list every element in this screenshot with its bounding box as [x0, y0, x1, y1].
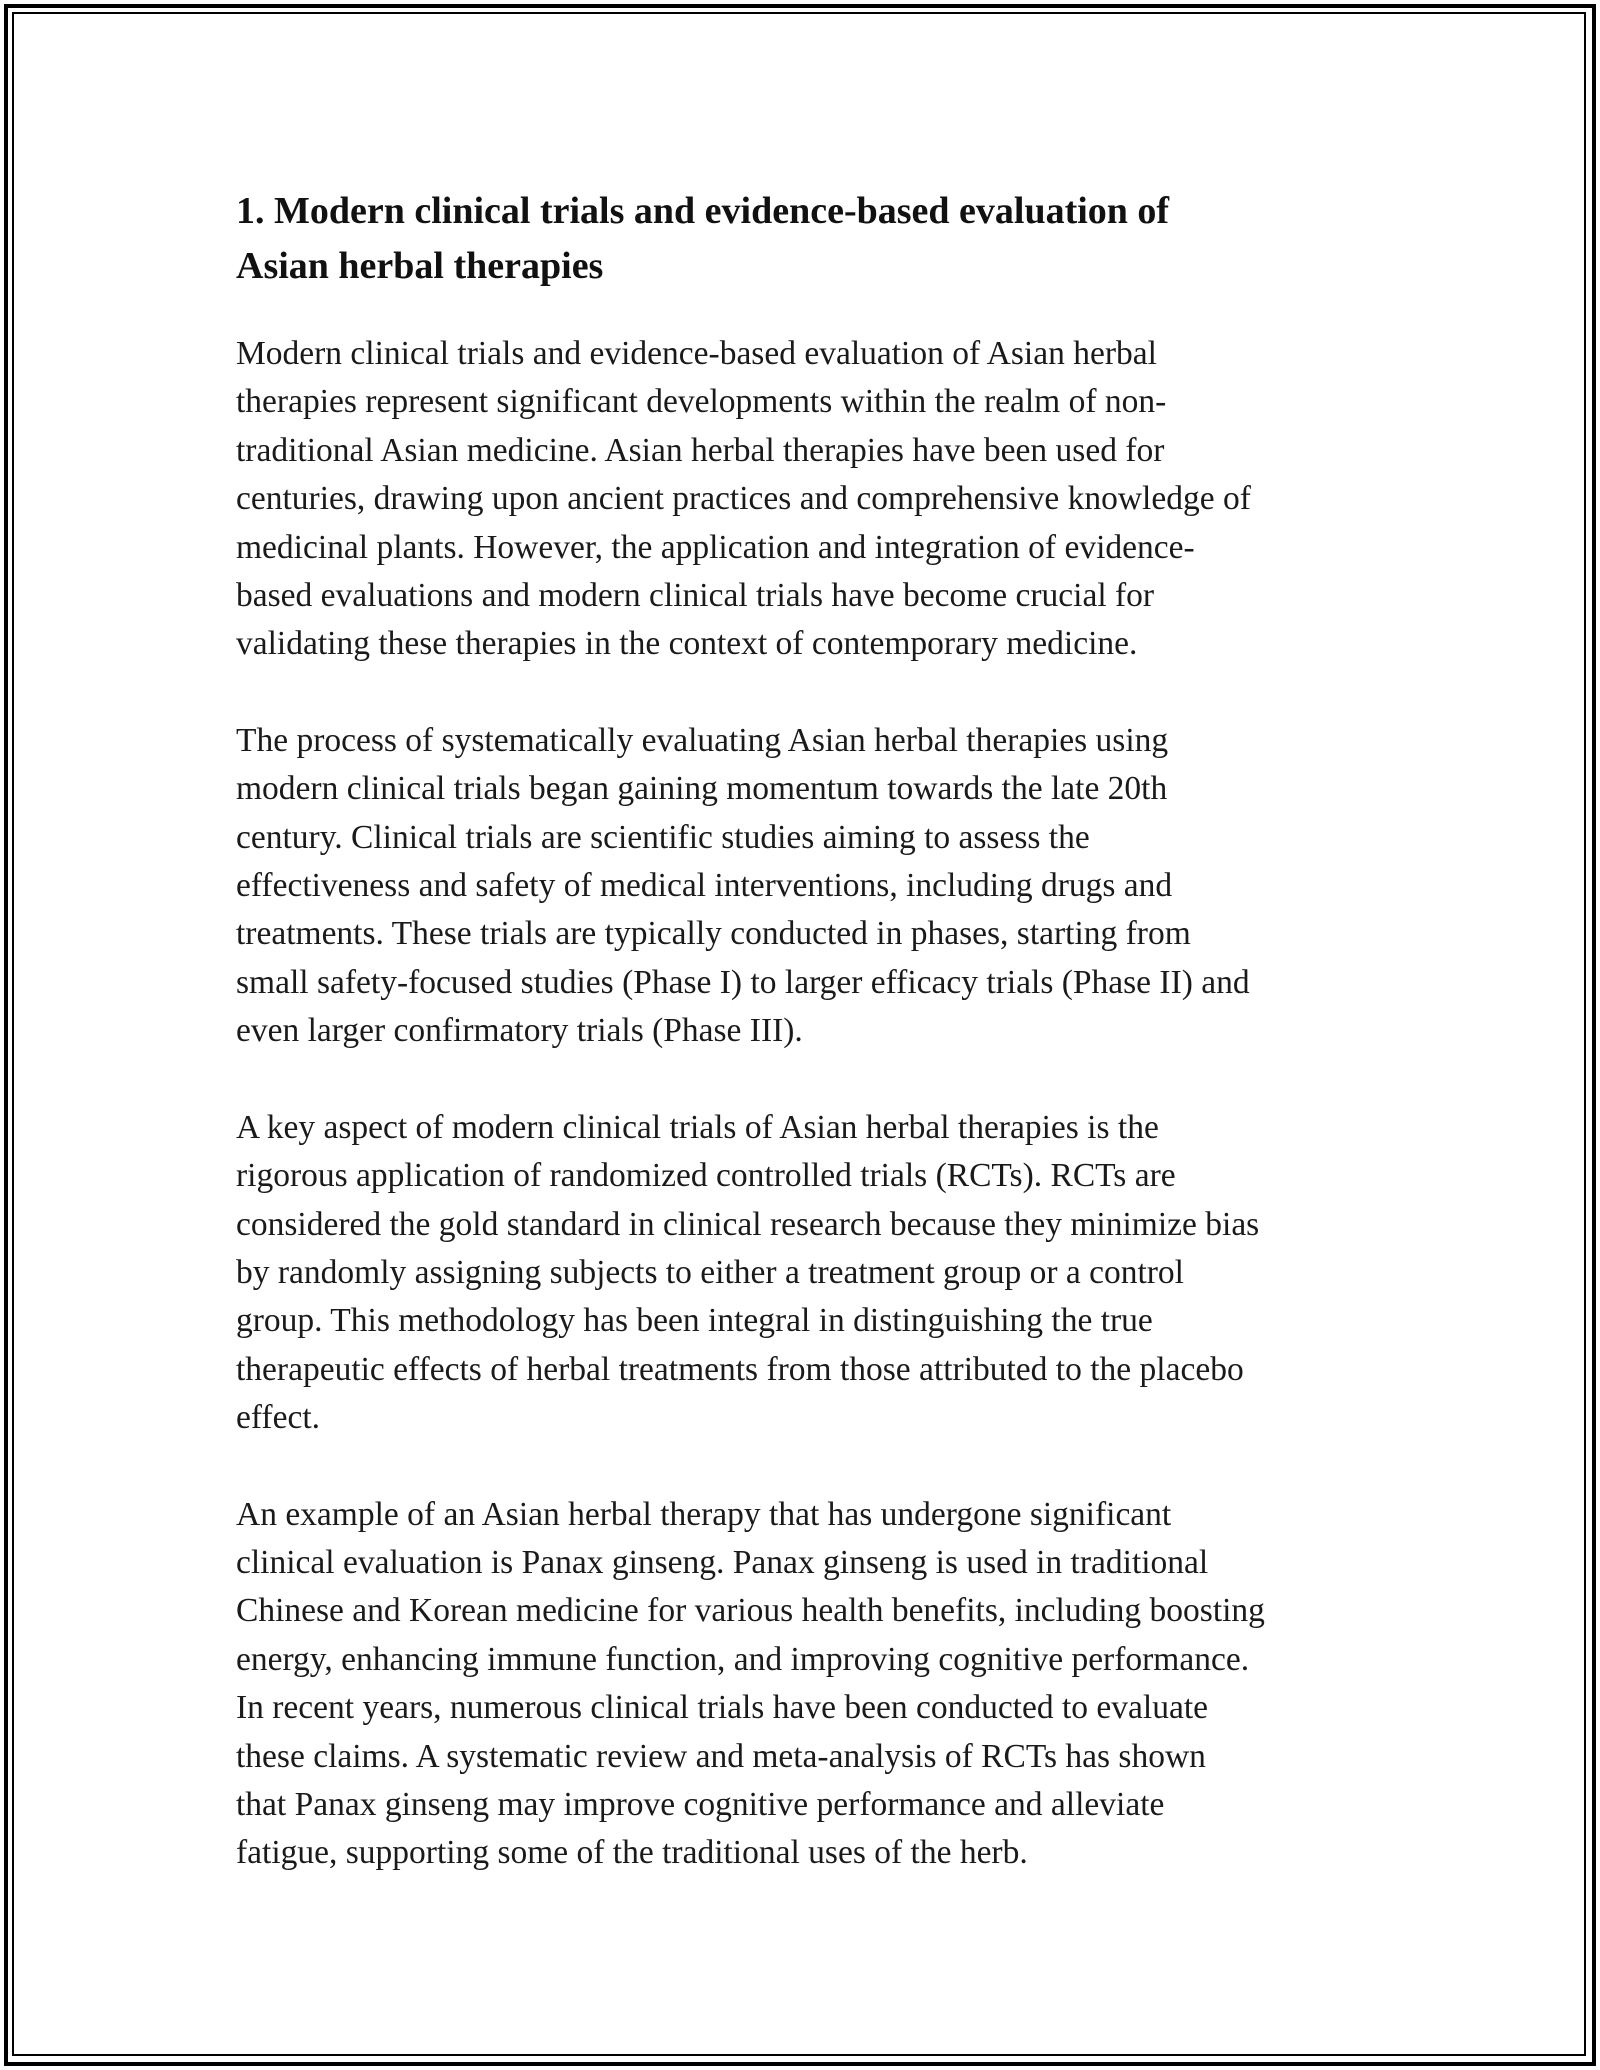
paragraph-3 — [236, 1104, 1376, 1443]
paragraph-4 — [236, 1491, 1376, 1878]
section-heading-line: Asian herbal therapies — [236, 245, 604, 287]
text-line: group. This methodology has been integral in distinguishing the true — [236, 1302, 1153, 1340]
text-line: An example of an Asian herbal therapy that has undergone significant — [236, 1495, 1172, 1533]
text-line: The process of systematically evaluating Asian herbal therapies using — [236, 721, 1169, 759]
text-line: based evaluations and modern clinical trials have become crucial for — [236, 577, 1155, 615]
paragraph-1 — [236, 330, 1376, 669]
text-line: effectiveness and safety of medical interventions, including drugs and — [236, 867, 1173, 905]
text-line: fatigue, supporting some of the traditional uses of the herb. — [236, 1834, 1028, 1872]
text-line: In recent years, numerous clinical trials have been conducted to evaluate — [236, 1689, 1209, 1727]
text-line: century. Clinical trials are scientific studies aiming to assess the — [236, 818, 1090, 856]
text-line: Chinese and Korean medicine for various health benefits, including boosting — [236, 1592, 1265, 1630]
section-heading-line: 1. Modern clinical trials and evidence-based evaluation of — [236, 190, 1170, 232]
text-line: that Panax ginseng may improve cognitive performance and alleviate — [236, 1785, 1165, 1823]
text-line: medicinal plants. However, the application and integration of evidence- — [236, 528, 1195, 566]
text-line: validating these therapies in the context of contemporary medicine. — [236, 625, 1138, 663]
text-line: A key aspect of modern clinical trials of Asian herbal therapies is the — [236, 1108, 1159, 1146]
text-line: even larger confirmatory trials (Phase III). — [236, 1012, 803, 1050]
text-line: considered the gold standard in clinical research because they minimize bias — [236, 1205, 1260, 1243]
text-line: Modern clinical trials and evidence-based evaluation of Asian herbal — [236, 335, 1157, 372]
text-line: these claims. A systematic review and meta-analysis of RCTs has shown — [236, 1737, 1206, 1775]
document-body — [236, 184, 1376, 1926]
text-line: traditional Asian medicine. Asian herbal therapies have been used for — [236, 431, 1165, 469]
text-line: therapies represent significant developments within the realm of non- — [236, 383, 1167, 421]
text-line: modern clinical trials began gaining momentum towards the late 20th — [236, 770, 1168, 808]
text-line: therapeutic effects of herbal treatments from those attributed to the placebo — [236, 1350, 1244, 1388]
text-line: energy, enhancing immune function, and improving cognitive performance. — [236, 1640, 1250, 1678]
text-line: treatments. These trials are typically conducted in phases, starting from — [236, 915, 1191, 953]
text-line: clinical evaluation is Panax ginseng. Panax ginseng is used in traditional — [236, 1543, 1209, 1581]
text-line: effect. — [236, 1399, 320, 1437]
text-line: small safety-focused studies (Phase I) to larger efficacy trials (Phase II) and — [236, 963, 1250, 1001]
text-line: rigorous application of randomized controlled trials (RCTs). RCTs are — [236, 1157, 1176, 1195]
text-line: centuries, drawing upon ancient practices and comprehensive knowledge of — [236, 480, 1251, 518]
paragraph-2 — [236, 717, 1376, 1056]
text-line: by randomly assigning subjects to either a treatment group or a control — [236, 1253, 1184, 1291]
section-heading — [236, 184, 1376, 294]
